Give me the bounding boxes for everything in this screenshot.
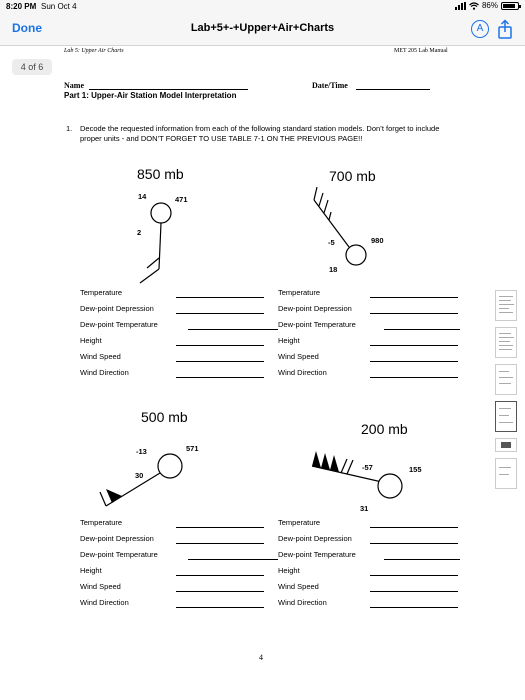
- question-number: 1.: [66, 124, 73, 133]
- station-level-700: 700 mb: [329, 168, 376, 184]
- question-row: Dew-point Depression: [278, 534, 468, 550]
- question-row: Dew-point Temperature: [278, 550, 468, 566]
- question-row: Temperature: [80, 288, 270, 304]
- document-page: [0, 46, 490, 700]
- answer-blank[interactable]: [370, 361, 458, 362]
- battery-percent: 86%: [481, 1, 498, 10]
- document-title: Lab+5+-+Upper+Air+Charts: [190, 22, 335, 34]
- thumbnail-page-1[interactable]: [495, 290, 517, 321]
- question-row: Dew-point Temperature: [80, 320, 270, 336]
- answer-blank[interactable]: [176, 591, 264, 592]
- name-blank: [89, 89, 248, 90]
- station-dpd-500: 30: [135, 471, 144, 480]
- question-row: Temperature: [80, 518, 270, 534]
- date-label: Date/Time: [312, 81, 348, 90]
- page-thumbnails: [495, 290, 519, 495]
- instructions-text: Decode the requested information from each of the following standard station models. Don’t forget to include proper units - and DON’T FORGET TO USE TABLE 7-1 ON THE PREVIOUS PAGE!!: [80, 124, 440, 143]
- question-row: Dew-point Temperature: [278, 320, 468, 336]
- page-indicator: 4 of 6: [12, 59, 52, 75]
- running-header-right: MET 205 Lab Manual: [394, 48, 448, 54]
- question-row: Wind Speed: [278, 582, 468, 598]
- answer-blank[interactable]: [176, 345, 264, 346]
- thumbnail-page-2[interactable]: [495, 327, 517, 358]
- question-block-700: [278, 288, 468, 384]
- thumbnail-page-3[interactable]: [495, 364, 517, 395]
- answer-blank[interactable]: [384, 559, 460, 560]
- answer-blank[interactable]: [176, 377, 264, 378]
- answer-blank[interactable]: [370, 297, 458, 298]
- answer-blank[interactable]: [370, 377, 458, 378]
- question-row: Wind Direction: [278, 368, 468, 384]
- done-button[interactable]: Done: [12, 21, 42, 35]
- answer-blank[interactable]: [370, 313, 458, 314]
- station-temp-700: -5: [328, 238, 335, 247]
- status-time: 8:20 PM: [6, 2, 37, 11]
- question-row: Dew-point Depression: [278, 304, 468, 320]
- station-dpd-700: 18: [329, 265, 338, 274]
- running-header-left: Lab 5: Upper Air Charts: [64, 48, 124, 54]
- station-temp-500: -13: [136, 447, 147, 456]
- answer-blank[interactable]: [370, 543, 458, 544]
- station-model-700-icon: [305, 186, 375, 266]
- status-date: Sun Oct 4: [41, 2, 77, 11]
- question-block-500: [80, 518, 270, 614]
- station-dpd-200: 31: [360, 504, 369, 513]
- station-height-200: 155: [409, 465, 422, 474]
- answer-blank[interactable]: [370, 575, 458, 576]
- answer-blank[interactable]: [176, 361, 264, 362]
- station-height-500: 571: [186, 444, 199, 453]
- answer-blank[interactable]: [176, 313, 264, 314]
- status-right: [455, 1, 519, 10]
- date-blank: [356, 89, 430, 90]
- station-level-850: 850 mb: [137, 166, 184, 182]
- question-row: Wind Speed: [278, 352, 468, 368]
- question-block-200: [278, 518, 468, 614]
- question-row: Height: [278, 336, 468, 352]
- answer-blank[interactable]: [370, 345, 458, 346]
- station-level-200: 200 mb: [361, 421, 408, 437]
- answer-blank[interactable]: [370, 591, 458, 592]
- question-block-850: [80, 288, 270, 384]
- station-height-700: 980: [371, 236, 384, 245]
- answer-blank[interactable]: [188, 329, 278, 330]
- battery-icon: [501, 2, 519, 10]
- answer-blank[interactable]: [370, 607, 458, 608]
- question-row: Temperature: [278, 518, 468, 534]
- question-row: Wind Speed: [80, 582, 270, 598]
- station-dpd-850: 2: [137, 228, 142, 237]
- question-row: Height: [80, 566, 270, 582]
- station-height-850: 471: [175, 195, 188, 204]
- question-row: Wind Direction: [80, 368, 270, 384]
- question-row: Temperature: [278, 288, 468, 304]
- station-model-200-icon: [305, 446, 410, 506]
- thumbnail-page-4[interactable]: [495, 401, 517, 432]
- question-row: Wind Direction: [278, 598, 468, 614]
- markup-icon[interactable]: A: [471, 20, 489, 38]
- answer-blank[interactable]: [176, 575, 264, 576]
- question-row: Wind Speed: [80, 352, 270, 368]
- question-row: Dew-point Depression: [80, 304, 270, 320]
- question-row: Height: [80, 336, 270, 352]
- station-temp-850: 14: [138, 192, 147, 201]
- answer-blank[interactable]: [176, 607, 264, 608]
- answer-blank[interactable]: [188, 559, 278, 560]
- answer-blank[interactable]: [176, 543, 264, 544]
- question-row: Dew-point Temperature: [80, 550, 270, 566]
- status-bar: [0, 0, 525, 14]
- station-temp-200: -57: [362, 463, 373, 472]
- page-number: 4: [259, 653, 263, 662]
- answer-blank[interactable]: [370, 527, 458, 528]
- part-title: Part 1: Upper-Air Station Model Interpretation: [64, 91, 237, 100]
- cellular-signal-icon: [455, 2, 466, 10]
- station-level-500: 500 mb: [141, 409, 188, 425]
- question-row: Wind Direction: [80, 598, 270, 614]
- answer-blank[interactable]: [384, 329, 460, 330]
- question-row: Height: [278, 566, 468, 582]
- share-icon[interactable]: [495, 19, 515, 39]
- station-model-500-icon: [95, 446, 190, 516]
- station-model-850-icon: [130, 196, 180, 286]
- question-row: Dew-point Depression: [80, 534, 270, 550]
- name-label: Name: [64, 81, 84, 90]
- thumbnail-page-6[interactable]: [495, 458, 517, 489]
- answer-blank[interactable]: [176, 297, 264, 298]
- wifi-icon: [469, 2, 479, 10]
- nav-bar: [0, 14, 525, 46]
- answer-blank[interactable]: [176, 527, 264, 528]
- thumbnail-page-5[interactable]: [495, 438, 517, 452]
